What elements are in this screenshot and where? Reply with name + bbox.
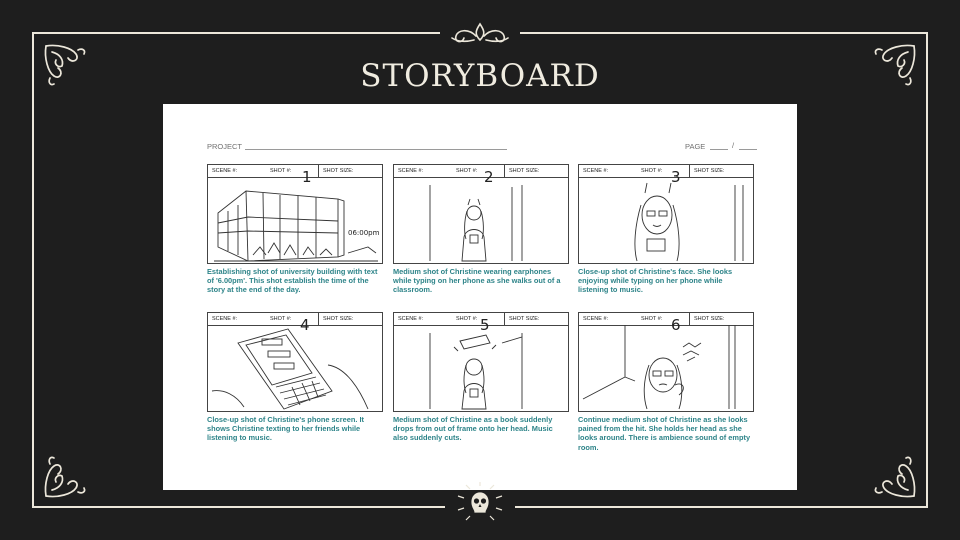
skull-sun-icon xyxy=(452,482,508,522)
shot-size-label: SHOT SIZE: xyxy=(323,316,354,322)
phone-screen-sketch xyxy=(208,325,382,411)
page-line xyxy=(710,149,728,150)
storyboard-panel xyxy=(207,164,383,295)
shot-number: 1 xyxy=(302,168,312,186)
shot-number: 6 xyxy=(671,316,681,334)
corner-flourish-icon xyxy=(42,454,88,500)
shot-size-label: SHOT SIZE: xyxy=(509,316,540,322)
time-note: 06:00pm xyxy=(348,229,380,237)
panel-frame xyxy=(578,312,754,412)
shot-label: SHOT #: xyxy=(456,168,478,174)
panel-caption: Close-up shot of Christine's face. She looks enjoying while typing on her phone while listening to music. xyxy=(578,267,733,295)
storyboard-panel xyxy=(393,164,569,295)
shot-size-label: SHOT SIZE: xyxy=(323,168,354,174)
panel-caption: Establishing shot of university building with text of '6.00pm'. This shot establish the time of the story at the end of the day. xyxy=(207,267,378,295)
shot-number: 2 xyxy=(484,168,494,186)
sheet-header xyxy=(207,142,753,154)
page-title: STORYBOARD xyxy=(360,58,600,94)
panel-caption: Medium shot of Christine wearing earphones while typing on her phone as she walks out of a classroom. xyxy=(393,267,561,295)
storyboard-panel xyxy=(207,312,383,443)
christine-closeup-sketch xyxy=(579,177,753,263)
building-sketch xyxy=(208,177,382,263)
scene-label: SCENE #: xyxy=(212,316,238,322)
shot-number: 3 xyxy=(671,168,681,186)
panel-frame xyxy=(207,164,383,264)
christine-pained-sketch xyxy=(579,325,753,411)
storyboard-panel xyxy=(393,312,569,443)
storyboard-panel xyxy=(578,312,754,452)
header-divider xyxy=(689,165,690,177)
panel-frame xyxy=(393,164,569,264)
panel-frame xyxy=(207,312,383,412)
project-line xyxy=(245,149,507,150)
project-label: PROJECT xyxy=(207,142,243,151)
shot-number: 4 xyxy=(300,316,310,334)
panel-caption: Medium shot of Christine as a book suddenly drops from out of frame onto her head. Music also suddenly cuts. xyxy=(393,415,553,443)
panel-caption: Close-up shot of Christine's phone screen. It shows Christine texting to her friends while listening to music. xyxy=(207,415,364,443)
shot-label: SHOT #: xyxy=(270,316,292,322)
header-divider xyxy=(504,165,505,177)
header-divider xyxy=(318,313,319,325)
scroll-ornament-icon xyxy=(448,20,512,46)
scene-label: SCENE #: xyxy=(583,168,609,174)
storyboard-panel xyxy=(578,164,754,295)
scene-label: SCENE #: xyxy=(583,316,609,322)
shot-size-label: SHOT SIZE: xyxy=(509,168,540,174)
book-drop-sketch xyxy=(394,325,568,411)
shot-label: SHOT #: xyxy=(456,316,478,322)
header-divider xyxy=(318,165,319,177)
panel-caption: Continue medium shot of Christine as she looks pained from the hit. She holds her head as she looks around. There is ambience sound of empty room. xyxy=(578,415,751,452)
shot-label: SHOT #: xyxy=(641,316,663,322)
storyboard-sheet xyxy=(163,104,797,490)
shot-label: SHOT #: xyxy=(270,168,292,174)
corner-flourish-icon xyxy=(872,454,918,500)
header-divider xyxy=(689,313,690,325)
page-line xyxy=(739,149,757,150)
header-divider xyxy=(504,313,505,325)
page-slash: / xyxy=(732,141,735,150)
panel-frame xyxy=(393,312,569,412)
shot-label: SHOT #: xyxy=(641,168,663,174)
christine-walking-sketch xyxy=(394,177,568,263)
page-label: PAGE xyxy=(685,142,706,151)
shot-size-label: SHOT SIZE: xyxy=(694,316,725,322)
scene-label: SCENE #: xyxy=(398,316,424,322)
shot-number: 5 xyxy=(480,316,490,334)
shot-size-label: SHOT SIZE: xyxy=(694,168,725,174)
scene-label: SCENE #: xyxy=(398,168,424,174)
scene-label: SCENE #: xyxy=(212,168,238,174)
panel-frame xyxy=(578,164,754,264)
